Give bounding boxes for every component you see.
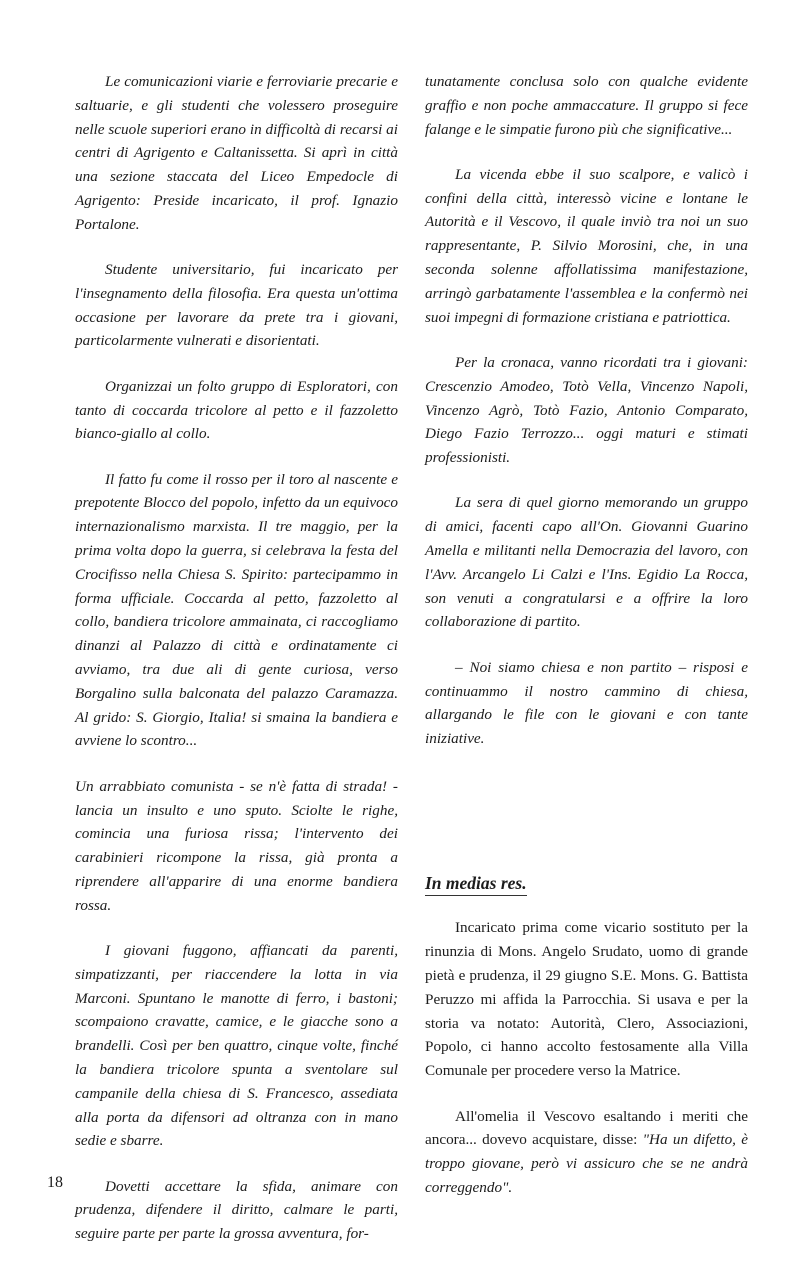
paragraph: Studente universitario, fui incaricato per l'insegnamento della filosofia. Era questa un'ottima occasione per lavorare da prete tra i giovani, particolarmente vulnerati e disorientati. [75, 261, 398, 350]
paragraph: I giovani fuggono, affiancati da parenti, simpatizzanti, per riaccendere la lotta in via Marconi. Spuntano le manotte di ferro, i bastoni; scompaiono cravatte, camice, e le giacche sono a brandelli. Così per ben quattro, cinque volte, finché la bandiera tricolore spunta a sventolare sul campanile della chiesa di S. Francesco, assediata alla porta da difensori ad oltranza con in mano sedie e sbarre. [75, 942, 398, 1150]
page-number: 18 [47, 1174, 63, 1191]
paragraph: Un arrabbiato comunista - se n'è fatta di strada! - lancia un insulto e uno sputo. Sciolte le righe, comincia una furiosa rissa; l'intervento dei carabinieri ricompone la rissa, già pronta a riprendere all'apparire di una enorme bandiera rossa. [75, 777, 398, 914]
paragraph: La vicenda ebbe il suo scalpore, e valicò i confini della città, interessò vicine e lontane le Autorità e il Vescovo, il quale inviò tra noi un suo rappresentante, P. Silvio Morosini, che, in una seconda solenne affollatissima manifestazione, arringò garbatamente l'assemblea e la confermò nei suoi impegni di formazione cristiana e patriottica. [425, 165, 748, 326]
bishop-quote: "Ha un difetto, è troppo giovane, però vi assicuro che se ne andrà correggendo". [425, 1131, 748, 1196]
paragraph: Per la cronaca, vanno ricordati tra i giovani: Crescenzio Amodeo, Totò Vella, Vincenzo Napoli, Vincenzo Agrò, Totò Fazio, Antonio Comparato, Diego Fazio Terrozzo... oggi maturi e stimati professionisti. [425, 353, 748, 467]
paragraph: Dovetti accettare la sfida, animare con prudenza, difendere il diritto, calmare le parti, seguire parte per parte la grossa avventura, for- [75, 1177, 398, 1243]
paragraph-text: All'omelia il Vescovo esaltando i meriti che ancora... dovevo acquistare, disse: [425, 1107, 748, 1149]
paragraph: Incaricato prima come vicario sostituto per la rinunzia di Mons. Angelo Srudato, uomo di grande pietà e prudenza, il 29 giugno S.E. Mons. G. Battista Peruzzo mi affida la Parrocchia. Si usava e per la storia va notato: Autorità, Clero, Associazioni, Popolo, ci hanno accolto festosamente alla Villa Comunale per procedere verso la Matrice. [425, 919, 748, 1080]
paragraph: – Noi siamo chiesa e non partito – risposi e continuammo il nostro cammino di chiesa, allargando le file con le giovani e con tante iniziative. [425, 658, 748, 748]
paragraph: tunatamente conclusa solo con qualche evidente graffio e non poche ammaccature. Il gruppo si fece falange e le simpatie furono più che significative... [425, 73, 748, 138]
left-column [75, 70, 398, 1268]
section-heading: In medias res. [425, 871, 527, 896]
right-column [425, 70, 748, 1221]
paragraph: Le comunicazioni viarie e ferroviarie precarie e saltuarie, e gli studenti che volessero proseguire nelle scuole superiori erano in difficoltà di recarsi ai centri di Agrigento e Caltanissetta. Si aprì in città una sezione staccata del Liceo Empedocle di Agrigento: Preside incaricato, il prof. Ignazio Portalone. [75, 73, 398, 233]
paragraph [425, 1105, 748, 1200]
paragraph: Organizzai un folto gruppo di Esploratori, con tanto di coccarda tricolore al petto e il fazzoletto bianco-giallo al collo. [75, 377, 398, 443]
paragraph: La sera di quel giorno memorando un gruppo di amici, facenti capo all'On. Giovanni Guarino Amella e militanti nella Democrazia del lavoro, con l'Avv. Arcangelo Li Calzi e l'Ins. Egidio La Rocca, son venuti a congratularsi e a offrire la loro collaborazione di partito. [425, 494, 748, 631]
paragraph: Il fatto fu come il rosso per il toro al nascente e prepotente Blocco del popolo, infetto da un equivoco internazionalismo marxista. Il tre maggio, per la prima volta dopo la guerra, si celebrava la festa del Crocifisso nella Chiesa S. Spirito: partecipammo in forma ufficiale. Coccarda al petto, fazzoletto al collo, bandiera tricolore ammainata, ci raccogliamo dinanzi al Palazzo di città e ordinatamente ci avviamo, tra due ali di gente curiosa, verso Borgalino sulla balconata del palazzo Caramazza. Al grido: S. Giorgio, Italia! si smaina la bandiera e avviene lo scontro... [75, 470, 398, 750]
